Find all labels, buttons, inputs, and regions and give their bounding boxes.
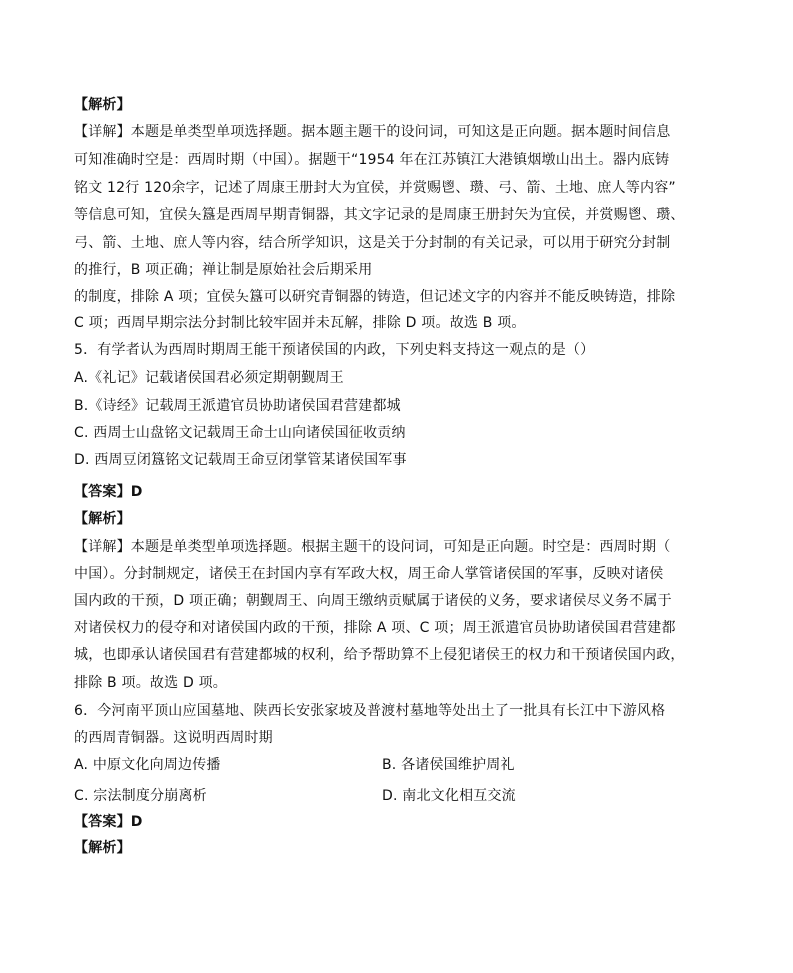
q6-option-d: D. 南北文化相互交流 bbox=[382, 788, 516, 804]
q5-analysis-label: 【解析】 bbox=[74, 511, 131, 527]
q5-option-a: A.《礼记》记载诸侯国君必须定期朝觐周王 bbox=[74, 370, 344, 386]
question-5-stem: 5．有学者认为西周时期周王能干预诸侯国的内政，下列史料支持这一观点的是（） bbox=[74, 342, 595, 358]
q5-detail-line: 国内政的干预，D 项正确；朝觐周王、向周王缴纳贡赋属于诸侯的义务，要求诸侯尽义务不属于 bbox=[74, 593, 672, 609]
q5-detail-line: 中国）。分封制规定，诸侯王在封国内享有军政大权，周王命人掌管诸侯国的军事，反映对诸侯 bbox=[74, 566, 664, 582]
q5-detail-line: 对诸侯权力的侵夺和对诸侯国内政的干预，排除 A 项、C 项；周王派遣官员协助诸侯国君营建都 bbox=[74, 620, 676, 636]
question-6-stem: 6．今河南平顶山应国墓地、陕西长安张家坡及普渡村墓地等处出土了一批具有长江中下游风格 bbox=[74, 703, 666, 719]
detail-line: 等信息可知，宜侯夨簋是西周早期青铜器，其文字记录的是周康王册封矢为宜侯，并赏赐鬯、瓒、 bbox=[74, 207, 685, 223]
q6-option-c: C. 宗法制度分崩离析 bbox=[74, 788, 207, 804]
q5-option-d: D. 西周豆闭簋铭文记载周王命豆闭掌管某诸侯国军事 bbox=[74, 452, 407, 468]
detail-line: C 项；西周早期宗法分封制比较牢固并未瓦解，排除 D 项。故选 B 项。 bbox=[74, 315, 526, 331]
detail-line: 的推行，B 项正确；禅让制是原始社会后期采用 bbox=[74, 262, 373, 278]
detail-line: 【详解】本题是单类型单项选择题。据本题主题干的设问词，可知这是正向题。据本题时间信息 bbox=[74, 124, 671, 140]
detail-line: 的制度，排除 A 项；宜侯夨簋可以研究青铜器的铸造，但记述文字的内容并不能反映铸造，排除 bbox=[74, 289, 676, 305]
detail-line: 铭文 12行 120余字，记述了周康王册封大为宜侯，并赏赐鬯、瓒、弓、箭、土地、庶人等内容” bbox=[74, 180, 676, 196]
q6-analysis-label: 【解析】 bbox=[74, 840, 131, 856]
q5-detail-line: 排除 B 项。故选 D 项。 bbox=[74, 675, 227, 691]
detail-line: 可知准确时空是：西周时期（中国）。据题干“1954 年在江苏镇江大港镇烟墩山出土。器内底铸 bbox=[74, 152, 670, 168]
detail-line: 弓、箭、土地、庶人等内容，结合所学知识，这是关于分封制的有关记录，可以用于研究分封制 bbox=[74, 235, 671, 251]
q5-detail-line: 【详解】本题是单类型单项选择题。根据主题干的设问词，可知是正向题。时空是：西周时期（ bbox=[74, 539, 671, 555]
q5-option-c: C. 西周士山盘铭文记载周王命士山向诸侯国征收贡纳 bbox=[74, 425, 406, 441]
q5-detail-line: 城，也即承认诸侯国君有营建都城的权利，给予帮助算不上侵犯诸侯王的权力和干预诸侯国内政， bbox=[74, 647, 685, 663]
q5-option-b: B.《诗经》记载周王派遣官员协助诸侯国君营建都城 bbox=[74, 398, 401, 414]
q5-answer: 【答案】D bbox=[74, 484, 143, 500]
q6-option-a: A. 中原文化向周边传播 bbox=[74, 757, 221, 773]
question-6-stem: 的西周青铜器。这说明西周时期 bbox=[74, 730, 273, 746]
q6-option-b: B. 各诸侯国维护周礼 bbox=[382, 757, 515, 773]
analysis-label: 【解析】 bbox=[74, 97, 131, 113]
q6-answer: 【答案】D bbox=[74, 814, 143, 830]
